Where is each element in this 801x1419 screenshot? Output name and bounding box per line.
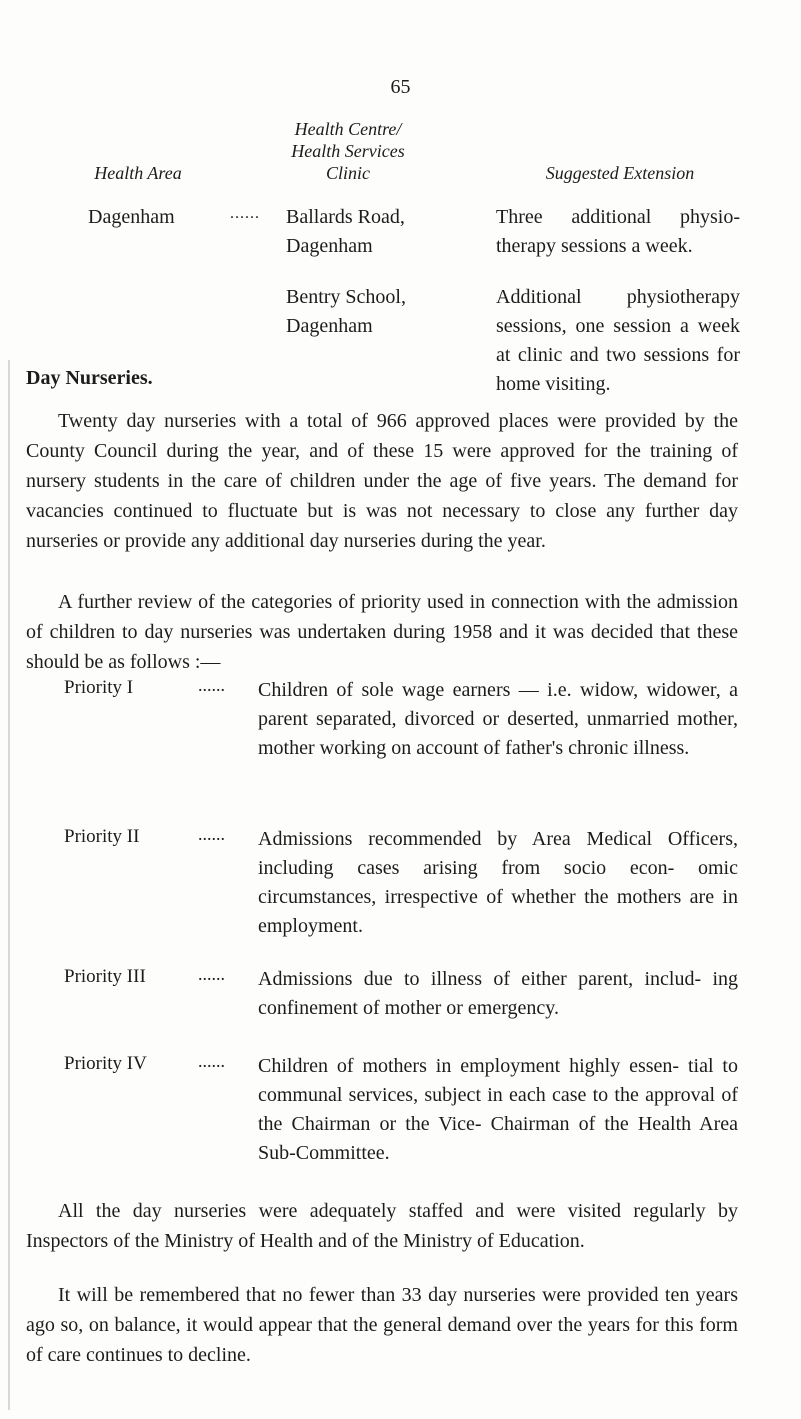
header-health-area (68, 162, 208, 184)
priority-dots-2: ...... (198, 824, 225, 844)
priority-dots-1: ...... (198, 675, 225, 695)
row1-clinic-line2: Dagenham (286, 235, 373, 257)
header-clinic-line3: Clinic (326, 163, 370, 183)
header-clinic-line1: Health Centre/ (294, 119, 402, 139)
page-edge-shadow (8, 360, 10, 1410)
paragraph-1: Twenty day nurseries with a total of 966 approved places were provided by the County Council during the year, and of these 15 were approved for the training of nursery students in the care of children under the age of five years. The demand for vacancies continued to fluctuate but is was not necessary to close any further day nurseries or provide any additional day nurseries during the year. (26, 410, 738, 552)
row2-extension: Additional physiotherapy sessions, one session a week at clinic and two sessions for home visiting. (496, 286, 740, 395)
paragraph-3: All the day nurseries were adequately staffed and were visited regularly by Inspectors of the Ministry of Health and of the Ministry of Education. (26, 1200, 738, 1252)
row1-area-text: Dagenham (88, 206, 175, 228)
priority-label-1: Priority I (64, 677, 134, 698)
row2-clinic-line1: Bentry School, (286, 286, 406, 308)
row1-clinic (286, 203, 405, 261)
header-clinic (238, 118, 458, 184)
priority-text-1: Children of sole wage earners — i.e. widow, widower, a parent separated, divorced or deserted, unmarried mother, mother working on account of father's chronic illness. (258, 679, 738, 759)
row1-extension: Three additional physio- therapy sessions a week. (496, 206, 740, 257)
header-clinic-line2: Health Services (291, 141, 405, 161)
priority-text-3: Admissions due to illness of either parent, includ- ing confinement of mother or emergency. (258, 968, 738, 1019)
priority-dots-3: ...... (198, 964, 225, 984)
header-suggested-extension (470, 162, 770, 184)
row1-clinic-line1: Ballards Road, (286, 206, 405, 228)
header-extension-text: Suggested Extension (545, 163, 695, 183)
row2-clinic-line2: Dagenham (286, 315, 373, 337)
priority-label-4: Priority IV (64, 1053, 147, 1074)
page-number: 65 (390, 76, 411, 98)
section-heading-day-nurseries: Day Nurseries. (26, 367, 153, 389)
row1-area (88, 203, 175, 232)
priority-text-2: Admissions recommended by Area Medical Officers, including cases arising from socio econ- omic circumstances, irrespective of whether the mothers are in employment. (258, 828, 738, 937)
priority-text-4: Children of mothers in employment highly essen- tial to communal services, subject in each case to the approval of the Chairman or the Vice- Chairman of the Health Area Sub-Committee. (258, 1055, 738, 1164)
priority-dots-4: ...... (198, 1051, 225, 1071)
row2-clinic (286, 283, 406, 341)
paragraph-4: It will be remembered that no fewer than 33 day nurseries were provided ten years ago so, on balance, it would appear that the general demand over the years for this form of care continues to decline. (26, 1284, 738, 1366)
header-health-area-text: Health Area (94, 163, 182, 183)
row1-dots: ...... (230, 205, 260, 222)
priority-label-3: Priority III (64, 966, 146, 987)
priority-label-2: Priority II (64, 826, 140, 847)
paragraph-2: A further review of the categories of priority used in connection with the admission of children to day nurseries was undertaken during 1958 and it was decided that these should be as follows :— (26, 591, 738, 673)
